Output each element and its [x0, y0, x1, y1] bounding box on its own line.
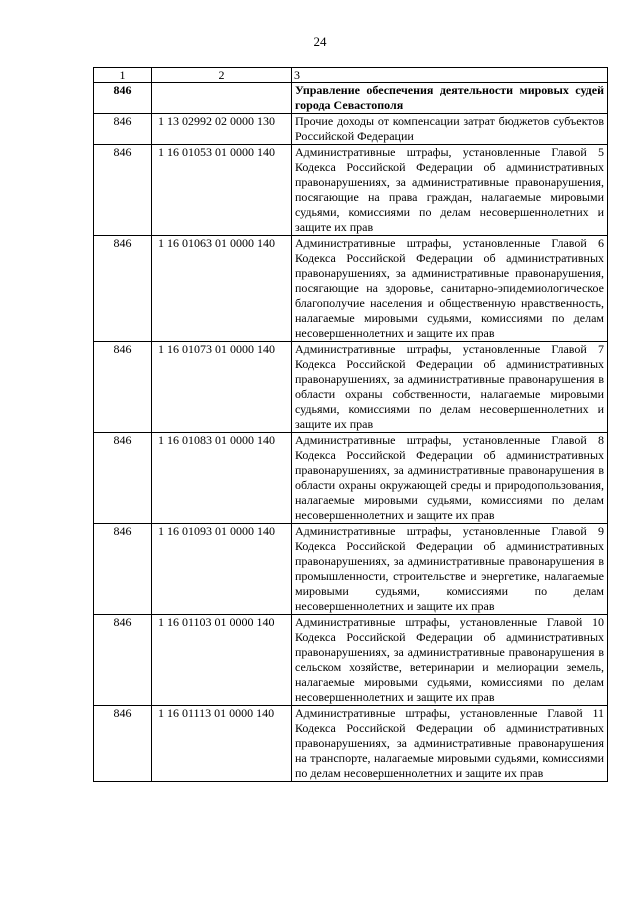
column-number-3: 3: [292, 68, 608, 83]
table-row: [94, 706, 608, 782]
income-description: Административные штрафы, установленные Главой 7 Кодекса Российской Федерации об административных правонарушениях, за административные правонарушения в области охраны собственности, налагаемые мировыми судьями, комиссиями по делам несовершеннолетних и защите их прав: [292, 342, 608, 433]
income-description: Прочие доходы от компенсации затрат бюджетов субъектов Российской Федерации: [292, 114, 608, 145]
column-number-2: 2: [152, 68, 292, 83]
administrator-code: 846: [94, 114, 152, 145]
table-row: [94, 615, 608, 706]
section-row: [94, 83, 608, 114]
administrator-code: 846: [94, 342, 152, 433]
table-row: [94, 433, 608, 524]
administrator-code: 846: [94, 524, 152, 615]
income-description: Административные штрафы, установленные Главой 5 Кодекса Российской Федерации об административных правонарушениях, за административные правонарушения, посягающие на права граждан, налагаемые мировыми судьями, комиссиями по делам несовершеннолетних и защите их прав: [292, 145, 608, 236]
budget-code: 1 16 01103 01 0000 140: [152, 615, 292, 706]
income-description: Административные штрафы, установленные Главой 10 Кодекса Российской Федерации об административных правонарушениях, за административные правонарушения в сельском хозяйстве, ветеринарии и мелиорации земель, налагаемые мировыми судьями, комиссиями по делам несовершеннолетних и защите их прав: [292, 615, 608, 706]
administrator-code: 846: [94, 706, 152, 782]
table-row: [94, 236, 608, 342]
table-header-row: [94, 68, 608, 83]
income-description: Административные штрафы, установленные Главой 6 Кодекса Российской Федерации об административных правонарушениях, за административные правонарушения, посягающие на здоровье, санитарно-эпидемиологическое благополучие населения и общественную нравственность, налагаемые мировыми судьями, комиссиями по делам несовершеннолетних и защите их прав: [292, 236, 608, 342]
administrator-code: 846: [94, 83, 152, 114]
table-row: [94, 145, 608, 236]
table-row: [94, 114, 608, 145]
administrator-code: 846: [94, 433, 152, 524]
income-description: Административные штрафы, установленные Главой 8 Кодекса Российской Федерации об административных правонарушениях, за административные правонарушения в области охраны окружающей среды и природопользования, налагаемые мировыми судьями, комиссиями по делам несовершеннолетних и защите их прав: [292, 433, 608, 524]
budget-code: 1 13 02992 02 0000 130: [152, 114, 292, 145]
budget-code: 1 16 01063 01 0000 140: [152, 236, 292, 342]
budget-code: 1 16 01053 01 0000 140: [152, 145, 292, 236]
administrator-code: 846: [94, 236, 152, 342]
budget-code: 1 16 01093 01 0000 140: [152, 524, 292, 615]
budget-code: 1 16 01073 01 0000 140: [152, 342, 292, 433]
section-title: Управление обеспечения деятельности мировых судей города Севастополя: [292, 83, 608, 114]
budget-classification-table: [93, 67, 608, 782]
budget-code: [152, 83, 292, 114]
administrator-code: 846: [94, 615, 152, 706]
income-description: Административные штрафы, установленные Главой 9 Кодекса Российской Федерации об административных правонарушениях, за административные правонарушения в промышленности, строительстве и энергетике, налагаемые мировыми судьями, комиссиями по делам несовершеннолетних и защите их прав: [292, 524, 608, 615]
column-number-1: 1: [94, 68, 152, 83]
budget-code: 1 16 01083 01 0000 140: [152, 433, 292, 524]
budget-code: 1 16 01113 01 0000 140: [152, 706, 292, 782]
income-description: Административные штрафы, установленные Главой 11 Кодекса Российской Федерации об административных правонарушениях, за административные правонарушения на транспорте, налагаемые мировыми судьями, комиссиями по делам несовершеннолетних и защите их прав: [292, 706, 608, 782]
administrator-code: 846: [94, 145, 152, 236]
table-row: [94, 342, 608, 433]
page-number: 24: [313, 34, 327, 49]
table-row: [94, 524, 608, 615]
